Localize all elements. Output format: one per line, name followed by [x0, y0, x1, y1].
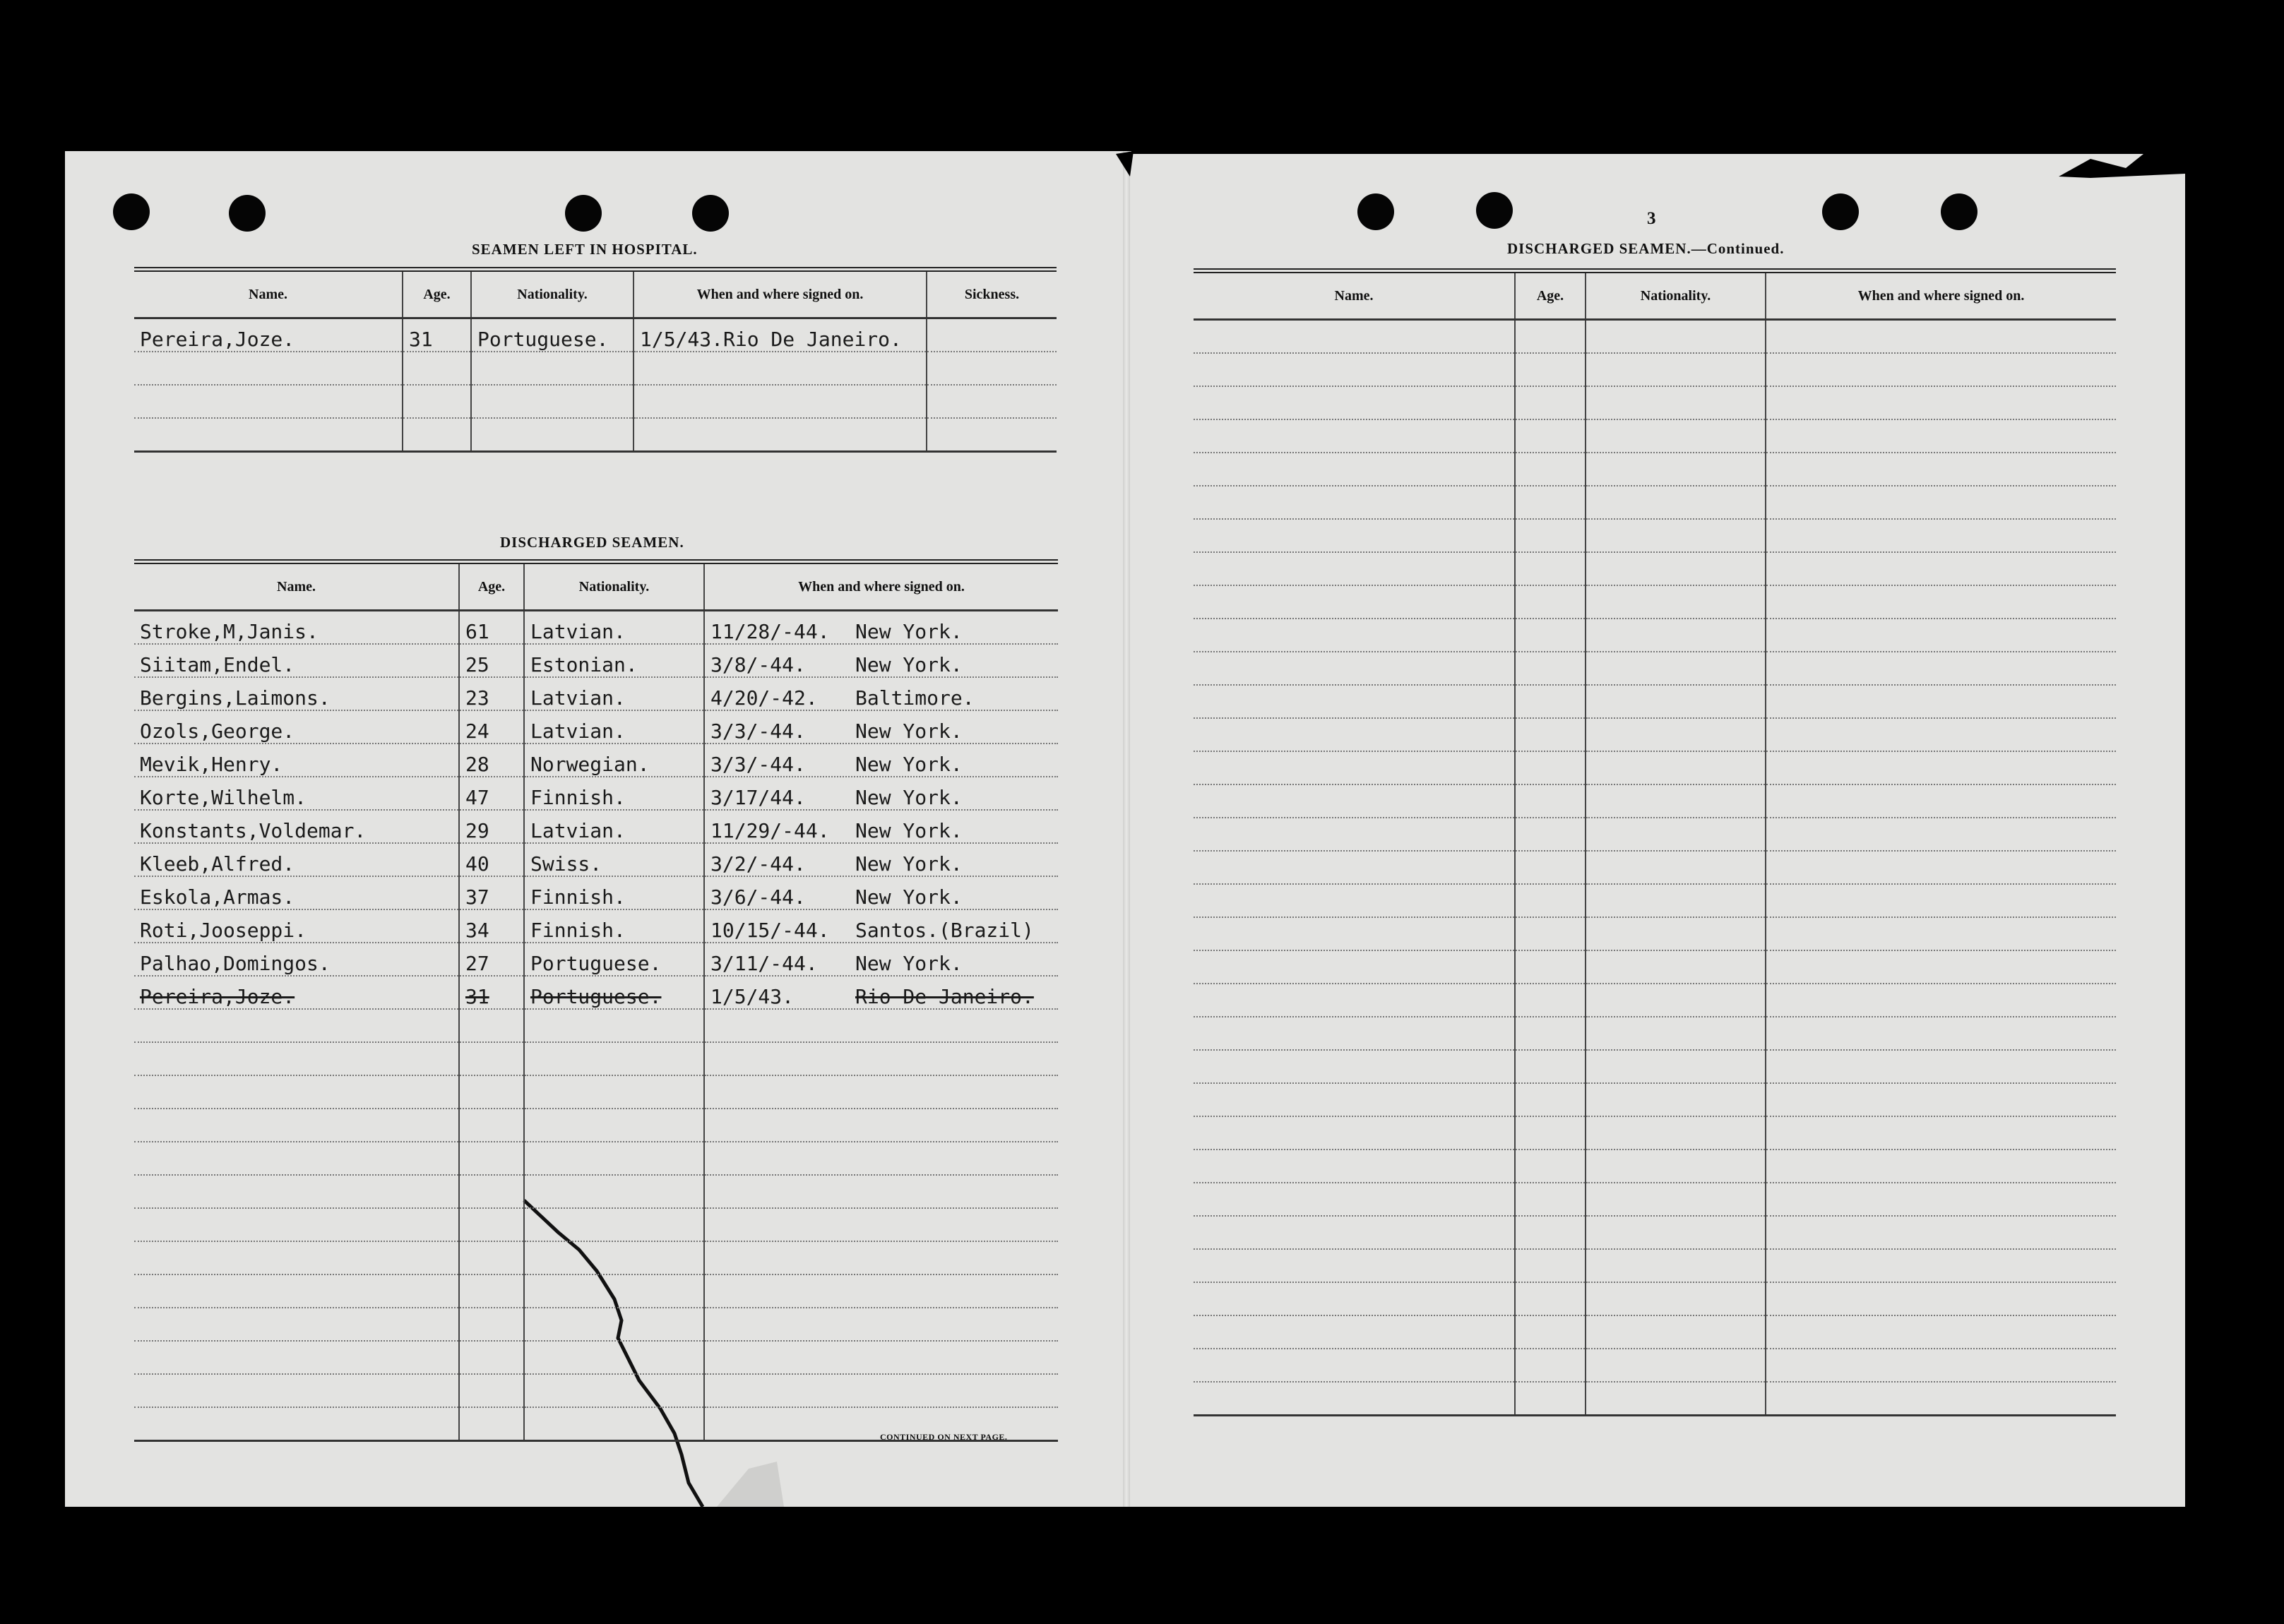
table-row [1194, 784, 2116, 818]
col-header-age: Age. [1515, 271, 1586, 320]
cell-nationality: Latvian. [524, 611, 704, 645]
cell-name [134, 1075, 459, 1109]
cell-name [134, 1407, 459, 1441]
cell-age [459, 1374, 524, 1407]
punch-hole [565, 195, 602, 232]
cell-age: 31 [403, 318, 471, 352]
cell-age: 37 [459, 876, 524, 909]
table-row [134, 1075, 1058, 1109]
cell-name: Pereira,Joze. [134, 318, 403, 352]
table-row [1194, 619, 2116, 652]
table-row [1194, 751, 2116, 784]
cell-name: Korte,Wilhelm. [134, 777, 459, 810]
col-header-sickness: Sickness. [927, 270, 1057, 318]
cell-name: Stroke,M,Janis. [134, 611, 459, 645]
table-row [134, 943, 1058, 976]
table-row [134, 385, 1057, 418]
cell-age: 24 [459, 710, 524, 744]
cell-age [459, 1341, 524, 1374]
cell-nationality: Estonian. [524, 644, 704, 677]
cell-signed-on [704, 744, 1058, 777]
table-row [1194, 1282, 2116, 1315]
cell-signed-on [704, 943, 1058, 976]
cell-nationality [524, 1142, 704, 1175]
table-row [134, 318, 1057, 352]
cell-name: Eskola,Armas. [134, 876, 459, 909]
cell-name: Pereira,Joze. [134, 976, 459, 1009]
cell-age [459, 1042, 524, 1075]
signed-on-place: New York. [855, 753, 963, 776]
cell-nationality: Swiss. [524, 843, 704, 876]
table-row [1194, 353, 2116, 386]
cell-nationality [524, 1341, 704, 1374]
signed-on-date: 11/28/-44. [710, 620, 830, 643]
cell-signed-on: 1/5/43.Rio De Janeiro. [634, 318, 927, 352]
table-row [1194, 585, 2116, 619]
col-header-nationality: Nationality. [1586, 271, 1766, 320]
cell-name [134, 1042, 459, 1075]
col-header-signed-on: When and where signed on. [634, 270, 927, 318]
cell-signed-on [704, 611, 1058, 645]
cell-signed-on [704, 1142, 1058, 1175]
cell-name [134, 1208, 459, 1241]
cell-name [134, 1341, 459, 1374]
cell-signed-on [704, 1374, 1058, 1407]
signed-on-place: New York. [855, 885, 963, 909]
cell-signed-on [704, 777, 1058, 810]
table-row [134, 843, 1058, 876]
table-row [1194, 851, 2116, 884]
table-row [134, 1142, 1058, 1175]
signed-on-date: 4/20/-42. [710, 686, 818, 710]
cell-name [134, 1374, 459, 1407]
cell-nationality: Finnish. [524, 777, 704, 810]
hospital-table [134, 267, 1057, 453]
signed-on-date: 3/8/-44. [710, 653, 806, 676]
cell-age: 31 [459, 976, 524, 1009]
col-header-name: Name. [134, 270, 403, 318]
cell-nationality [524, 1241, 704, 1274]
table-row [1194, 1050, 2116, 1083]
table-row [134, 1308, 1058, 1341]
cell-signed-on [704, 1109, 1058, 1142]
discharged-title: DISCHARGED SEAMEN. [500, 534, 684, 551]
col-header-name: Name. [134, 562, 459, 611]
cell-nationality [524, 1208, 704, 1241]
cell-nationality: Latvian. [524, 710, 704, 744]
col-header-name: Name. [1194, 271, 1515, 320]
cell-age: 47 [459, 777, 524, 810]
cell-name [134, 1175, 459, 1208]
cell-nationality [524, 1109, 704, 1142]
cell-name: Mevik,Henry. [134, 744, 459, 777]
table-row [1194, 984, 2116, 1017]
table-row [134, 1042, 1058, 1075]
table-row [134, 611, 1058, 645]
signed-on-date: 3/11/-44. [710, 952, 818, 975]
signed-on-date: 3/3/-44. [710, 720, 806, 743]
cell-nationality: Portuguese. [524, 943, 704, 976]
signed-on-place: New York. [855, 852, 963, 876]
signed-on-date: 11/29/-44. [710, 819, 830, 842]
cell-signed-on [704, 1341, 1058, 1374]
signed-on-date: 3/17/44. [710, 786, 806, 809]
table-row [1194, 950, 2116, 984]
cell-nationality: Finnish. [524, 909, 704, 943]
table-row [134, 810, 1058, 843]
cell-nationality [524, 1175, 704, 1208]
table-row [1194, 1249, 2116, 1282]
cell-nationality: Portuguese. [524, 976, 704, 1009]
table-row [1194, 419, 2116, 453]
cell-name: Palhao,Domingos. [134, 943, 459, 976]
cell-signed-on [704, 1241, 1058, 1274]
discharged-rows [134, 611, 1058, 1441]
cell-age [459, 1175, 524, 1208]
cell-signed-on [704, 1308, 1058, 1341]
table-row [1194, 320, 2116, 354]
cell-nationality: Latvian. [524, 810, 704, 843]
table-row [1194, 1017, 2116, 1050]
table-row [134, 1341, 1058, 1374]
cell-signed-on [704, 644, 1058, 677]
table-row [1194, 1349, 2116, 1382]
table-row [1194, 685, 2116, 718]
cell-nationality: Norwegian. [524, 744, 704, 777]
cell-signed-on [704, 810, 1058, 843]
cell-signed-on [704, 1042, 1058, 1075]
cell-age [459, 1142, 524, 1175]
col-header-nationality: Nationality. [471, 270, 634, 318]
table-row [134, 976, 1058, 1009]
table-row [134, 1109, 1058, 1142]
cell-name: Bergins,Laimons. [134, 677, 459, 710]
table-row [134, 418, 1057, 452]
cell-name: Siitam,Endel. [134, 644, 459, 677]
col-header-age: Age. [459, 562, 524, 611]
table-row [134, 777, 1058, 810]
table-row [134, 710, 1058, 744]
cell-age [459, 1407, 524, 1441]
cell-nationality: Latvian. [524, 677, 704, 710]
table-row [134, 909, 1058, 943]
table-row [1194, 1083, 2116, 1116]
table-row [1194, 1382, 2116, 1416]
page-number: 3 [1647, 209, 1656, 228]
cell-age: 40 [459, 843, 524, 876]
cell-nationality [524, 1009, 704, 1042]
cell-nationality [524, 1308, 704, 1341]
cell-age: 61 [459, 611, 524, 645]
cell-signed-on [704, 843, 1058, 876]
table-row [1194, 519, 2116, 552]
cell-age: 27 [459, 943, 524, 976]
signed-on-place: Baltimore. [855, 686, 975, 710]
table-row [1194, 486, 2116, 519]
cell-age: 28 [459, 744, 524, 777]
cell-age: 29 [459, 810, 524, 843]
cell-age: 25 [459, 644, 524, 677]
cell-nationality [524, 1274, 704, 1308]
signed-on-place: Rio De Janeiro. [855, 985, 1034, 1008]
table-row [1194, 552, 2116, 585]
signed-on-date: 1/5/43. [710, 985, 795, 1008]
punch-hole [1357, 193, 1394, 230]
cell-sickness [927, 318, 1057, 352]
table-row [134, 1374, 1058, 1407]
cell-name: Konstants,Voldemar. [134, 810, 459, 843]
cell-signed-on [704, 1208, 1058, 1241]
cell-age [459, 1241, 524, 1274]
table-row [134, 1274, 1058, 1308]
punch-hole [229, 195, 266, 232]
cell-age: 23 [459, 677, 524, 710]
cell-age: 34 [459, 909, 524, 943]
cell-age [459, 1109, 524, 1142]
table-row [1194, 386, 2116, 419]
signed-on-date: 10/15/-44. [710, 919, 830, 942]
table-row [1194, 884, 2116, 917]
col-header-signed-on: When and where signed on. [704, 562, 1058, 611]
continued-title: DISCHARGED SEAMEN.—Continued. [1507, 240, 1785, 257]
cell-age [459, 1009, 524, 1042]
cell-name [134, 1274, 459, 1308]
table-row [134, 677, 1058, 710]
cell-signed-on [704, 909, 1058, 943]
cell-nationality: Finnish. [524, 876, 704, 909]
cell-name: Ozols,George. [134, 710, 459, 744]
table-row [1194, 1183, 2116, 1216]
signed-on-date: 3/6/-44. [710, 885, 806, 909]
table-row [1194, 1150, 2116, 1183]
punch-hole [1941, 193, 1977, 230]
cell-name: Kleeb,Alfred. [134, 843, 459, 876]
signed-on-place: New York. [855, 952, 963, 975]
cell-name [134, 1109, 459, 1142]
table-row [134, 744, 1058, 777]
cell-age [459, 1274, 524, 1308]
table-row [134, 352, 1057, 385]
cell-name [134, 1308, 459, 1341]
punch-hole [113, 193, 150, 230]
signed-on-place: New York. [855, 653, 963, 676]
signed-on-place: Santos.(Brazil) [855, 919, 1034, 942]
signed-on-date: 3/3/-44. [710, 753, 806, 776]
table-row [1194, 1216, 2116, 1249]
cell-signed-on [704, 1175, 1058, 1208]
cell-signed-on [704, 1009, 1058, 1042]
cell-nationality [524, 1407, 704, 1441]
cell-name [134, 1241, 459, 1274]
cell-signed-on [704, 1075, 1058, 1109]
table-row [1194, 1116, 2116, 1150]
continued-rows [1194, 320, 2116, 1416]
table-row [134, 1175, 1058, 1208]
col-header-signed-on: When and where signed on. [1766, 271, 2116, 320]
signed-on-place: New York. [855, 620, 963, 643]
cell-name [134, 1009, 459, 1042]
hospital-title: SEAMEN LEFT IN HOSPITAL. [472, 241, 698, 258]
cell-nationality [524, 1042, 704, 1075]
table-row [134, 1208, 1058, 1241]
table-row [134, 1241, 1058, 1274]
cell-name [134, 1142, 459, 1175]
cell-nationality [524, 1374, 704, 1407]
signed-on-place: New York. [855, 720, 963, 743]
continued-table [1194, 268, 2116, 1416]
cell-signed-on [704, 1274, 1058, 1308]
punch-hole [1476, 192, 1513, 229]
signed-on-place: New York. [855, 819, 963, 842]
continued-note: CONTINUED ON NEXT PAGE. [880, 1432, 1008, 1442]
col-header-nationality: Nationality. [524, 562, 704, 611]
cell-age [459, 1308, 524, 1341]
table-row [134, 876, 1058, 909]
cell-name: Roti,Jooseppi. [134, 909, 459, 943]
signed-on-place: New York. [855, 786, 963, 809]
cell-age [459, 1075, 524, 1109]
col-header-age: Age. [403, 270, 471, 318]
signed-on-date: 3/2/-44. [710, 852, 806, 876]
table-row [134, 1009, 1058, 1042]
page-fold [1123, 151, 1130, 1507]
table-row [1194, 917, 2116, 950]
punch-hole [1822, 193, 1859, 230]
table-row [1194, 1315, 2116, 1349]
discharged-table [134, 559, 1058, 1442]
cell-age [459, 1208, 524, 1241]
cell-signed-on [704, 677, 1058, 710]
punch-hole [692, 195, 729, 232]
cell-signed-on [704, 876, 1058, 909]
table-row [1194, 453, 2116, 486]
cell-nationality [524, 1075, 704, 1109]
cell-nationality: Portuguese. [471, 318, 634, 352]
table-row [1194, 652, 2116, 685]
table-row [1194, 818, 2116, 851]
table-row [1194, 718, 2116, 751]
cell-signed-on [704, 710, 1058, 744]
table-row [134, 644, 1058, 677]
cell-signed-on [704, 976, 1058, 1009]
